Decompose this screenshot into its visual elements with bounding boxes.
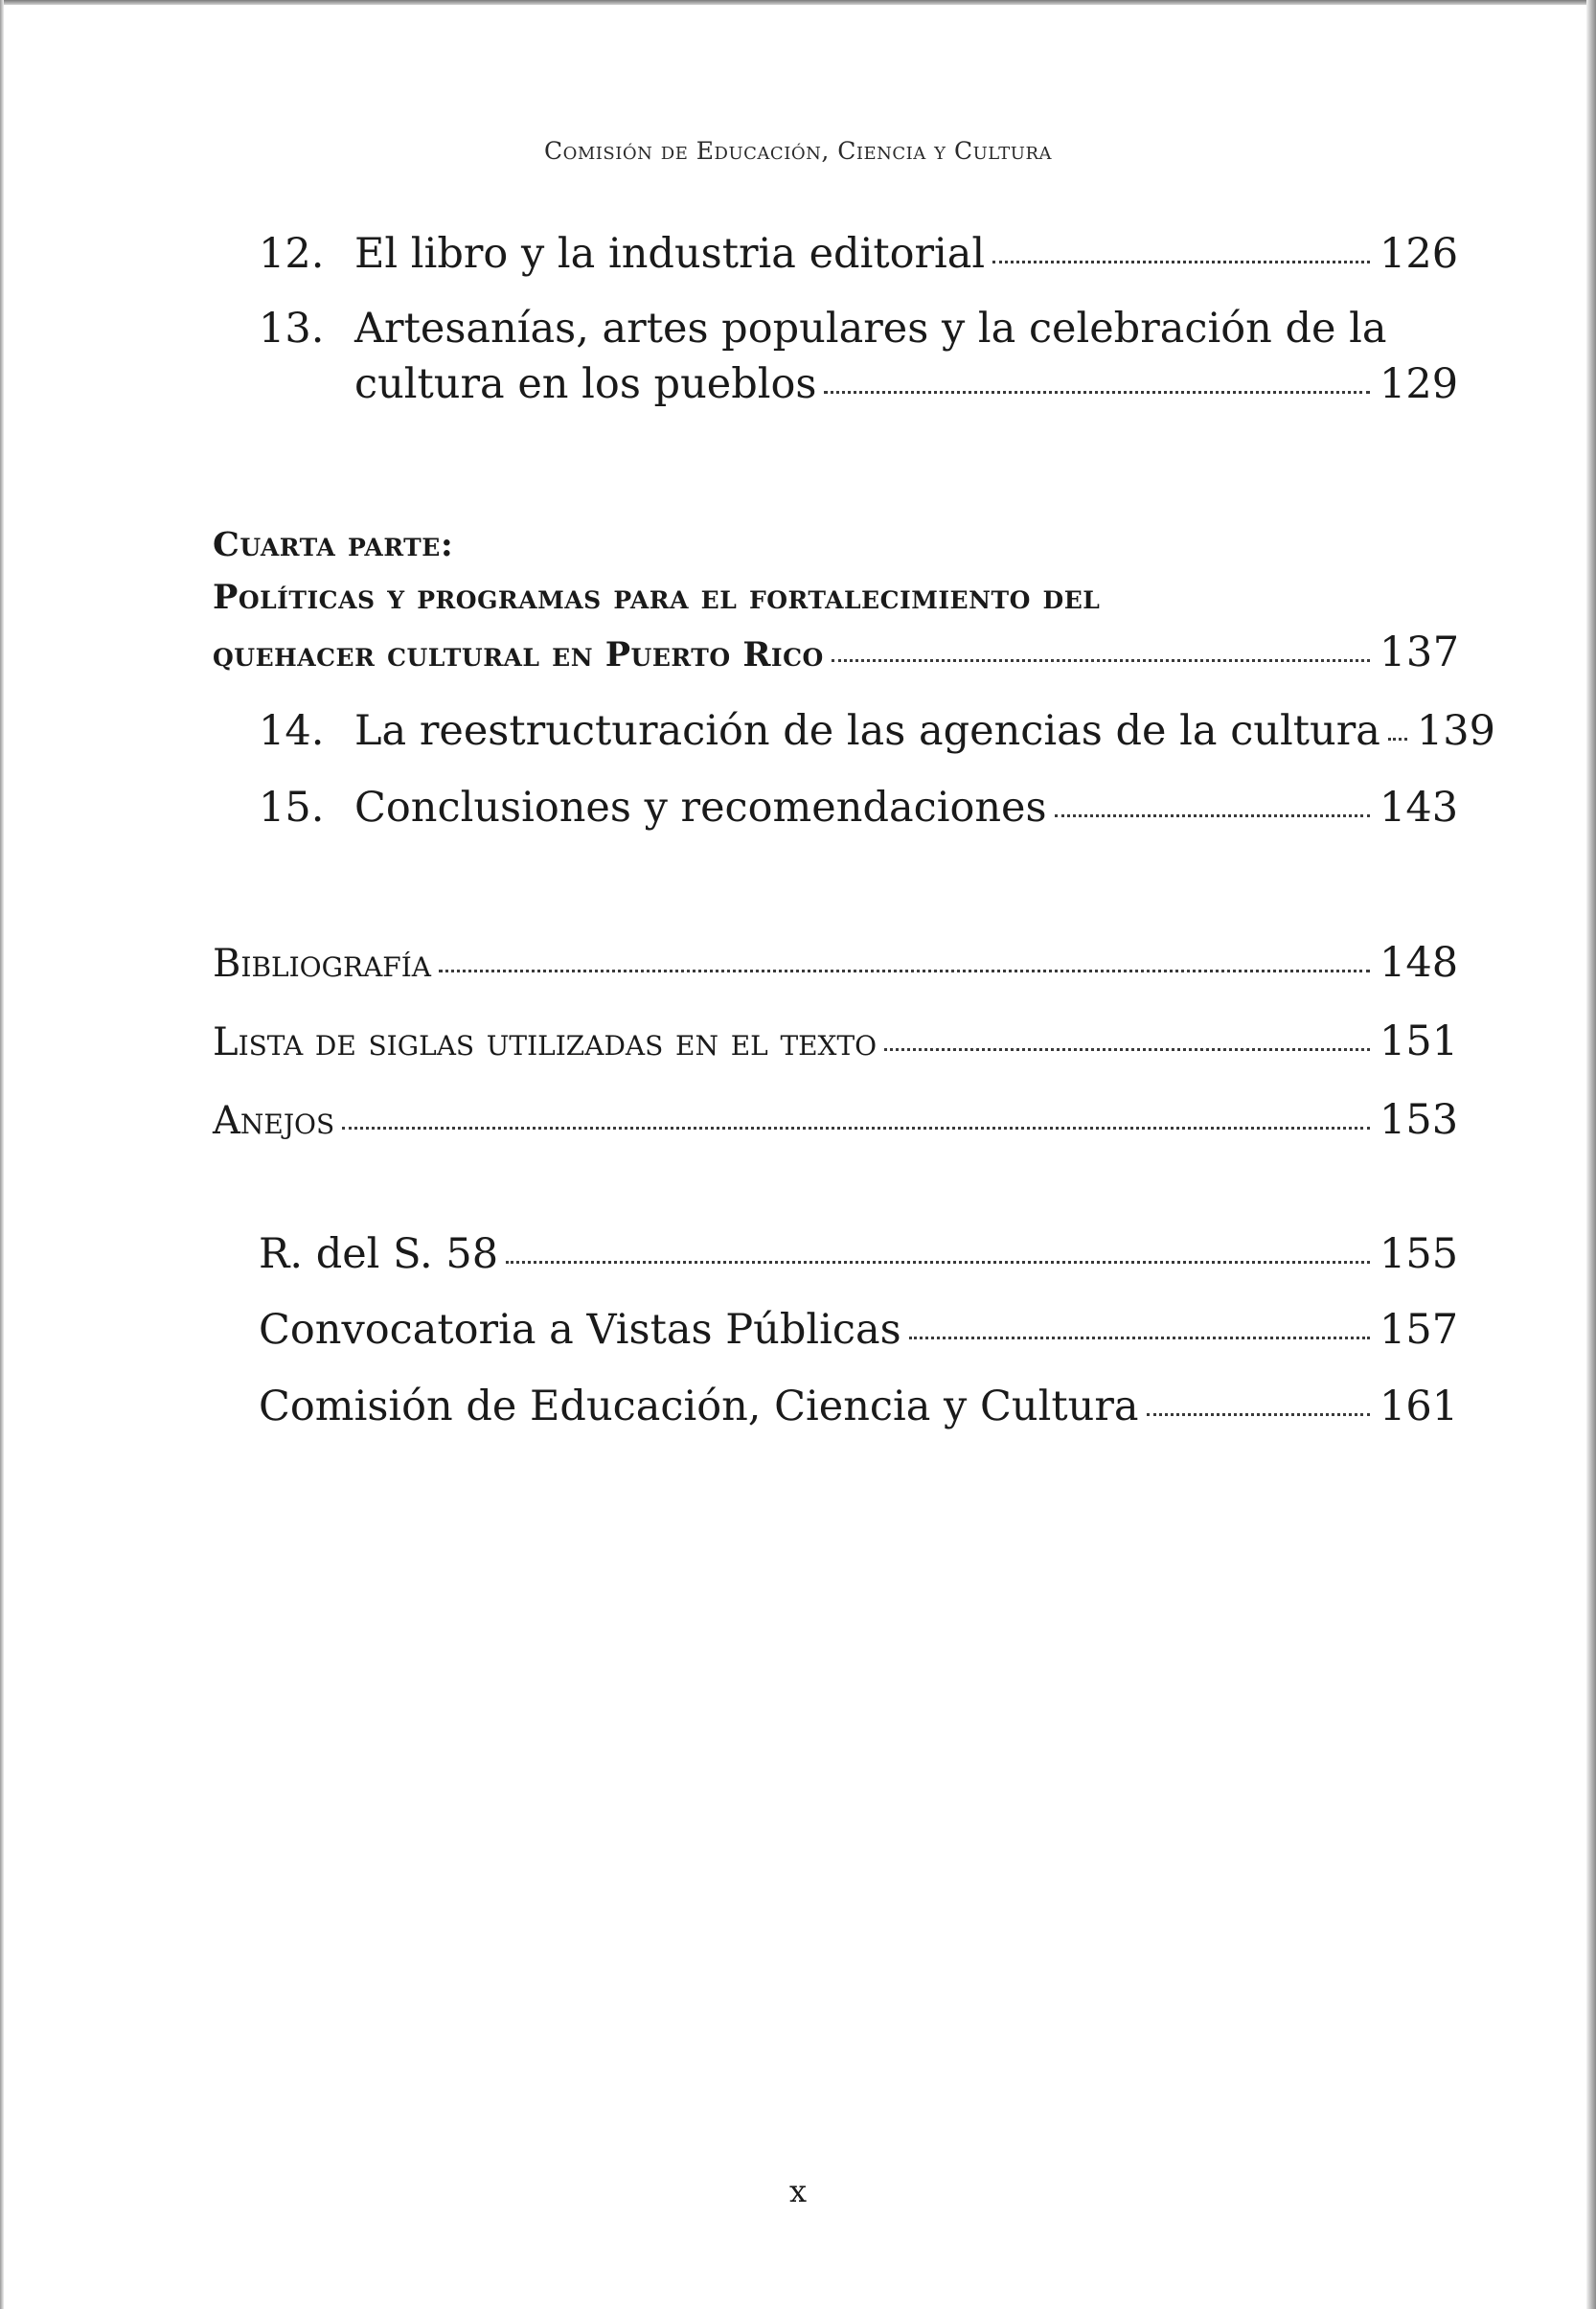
- part-title-line2: quehacer cultural en Puerto Rico: [213, 635, 824, 674]
- entry-page: 139: [1416, 707, 1495, 755]
- dot-leader: [832, 659, 1370, 662]
- entry-title: La reestructuración de las agencias de la cultura: [354, 707, 1380, 755]
- entry-page: 151: [1379, 1017, 1459, 1065]
- dot-leader: [439, 970, 1370, 972]
- entry-title: El libro y la industria editorial: [354, 230, 986, 278]
- dot-leader: [342, 1127, 1370, 1130]
- dot-leader: [1147, 1413, 1370, 1416]
- dot-leader: [1055, 814, 1370, 817]
- entry-number: 12.: [259, 230, 325, 278]
- entry-page: 129: [1379, 360, 1459, 408]
- entry-title-line1: Artesanías, artes populares y la celebración de la: [354, 305, 1387, 353]
- toc-entry-continuation: [354, 360, 1459, 408]
- dot-leader: [506, 1261, 1370, 1264]
- entry-title: Bibliografía: [213, 942, 432, 986]
- toc-backmatter-entry: [213, 1017, 1459, 1065]
- dot-leader: [909, 1337, 1370, 1339]
- entry-page: 155: [1379, 1230, 1459, 1278]
- toc-backmatter-entry: [213, 939, 1459, 987]
- toc-entry: [259, 784, 1459, 832]
- scan-edge-left: [0, 0, 4, 2309]
- running-head: Comisión de Educación, Ciencia y Cultura: [543, 137, 1053, 165]
- toc-annex-entry: [259, 1383, 1459, 1430]
- toc-entry: [259, 707, 1495, 755]
- part-title-row: [213, 629, 1460, 676]
- toc-annex-entry: [259, 1230, 1459, 1278]
- entry-page: 153: [1379, 1096, 1459, 1144]
- dot-leader: [824, 391, 1370, 394]
- toc-entry-multiline: [259, 305, 1387, 353]
- page-folio: x: [788, 2173, 808, 2209]
- scan-edge-right: [1586, 0, 1596, 2309]
- entry-page: 148: [1379, 939, 1459, 987]
- part-label: Cuarta parte:: [213, 525, 454, 564]
- part-title-line1: Políticas y programas para el fortalecimiento del: [213, 578, 1101, 617]
- entry-title: R. del S. 58: [259, 1230, 499, 1278]
- dot-leader: [992, 261, 1370, 263]
- entry-page: 157: [1379, 1306, 1459, 1354]
- dot-leader: [884, 1048, 1370, 1051]
- entry-number: 14.: [259, 707, 325, 755]
- entry-title: Comisión de Educación, Ciencia y Cultura: [259, 1383, 1139, 1430]
- entry-page: 161: [1379, 1383, 1459, 1430]
- entry-page: 126: [1379, 230, 1459, 278]
- entry-title-line2: cultura en los pueblos: [354, 360, 817, 408]
- entry-number: 15.: [259, 784, 325, 832]
- entry-number: 13.: [259, 305, 325, 353]
- entry-title: Conclusiones y recomendaciones: [354, 784, 1047, 832]
- toc-backmatter-entry: [213, 1096, 1459, 1144]
- dot-leader: [1388, 738, 1407, 741]
- toc-entry: [259, 230, 1459, 278]
- toc-annex-entry: [259, 1306, 1459, 1354]
- entry-title: Convocatoria a Vistas Públicas: [259, 1306, 901, 1354]
- entry-page: 143: [1379, 784, 1459, 832]
- part-page: 137: [1379, 629, 1460, 676]
- scan-edge-top: [0, 0, 1596, 5]
- entry-title: Lista de siglas utilizadas en el texto: [213, 1020, 878, 1064]
- entry-title: Anejos: [213, 1099, 335, 1143]
